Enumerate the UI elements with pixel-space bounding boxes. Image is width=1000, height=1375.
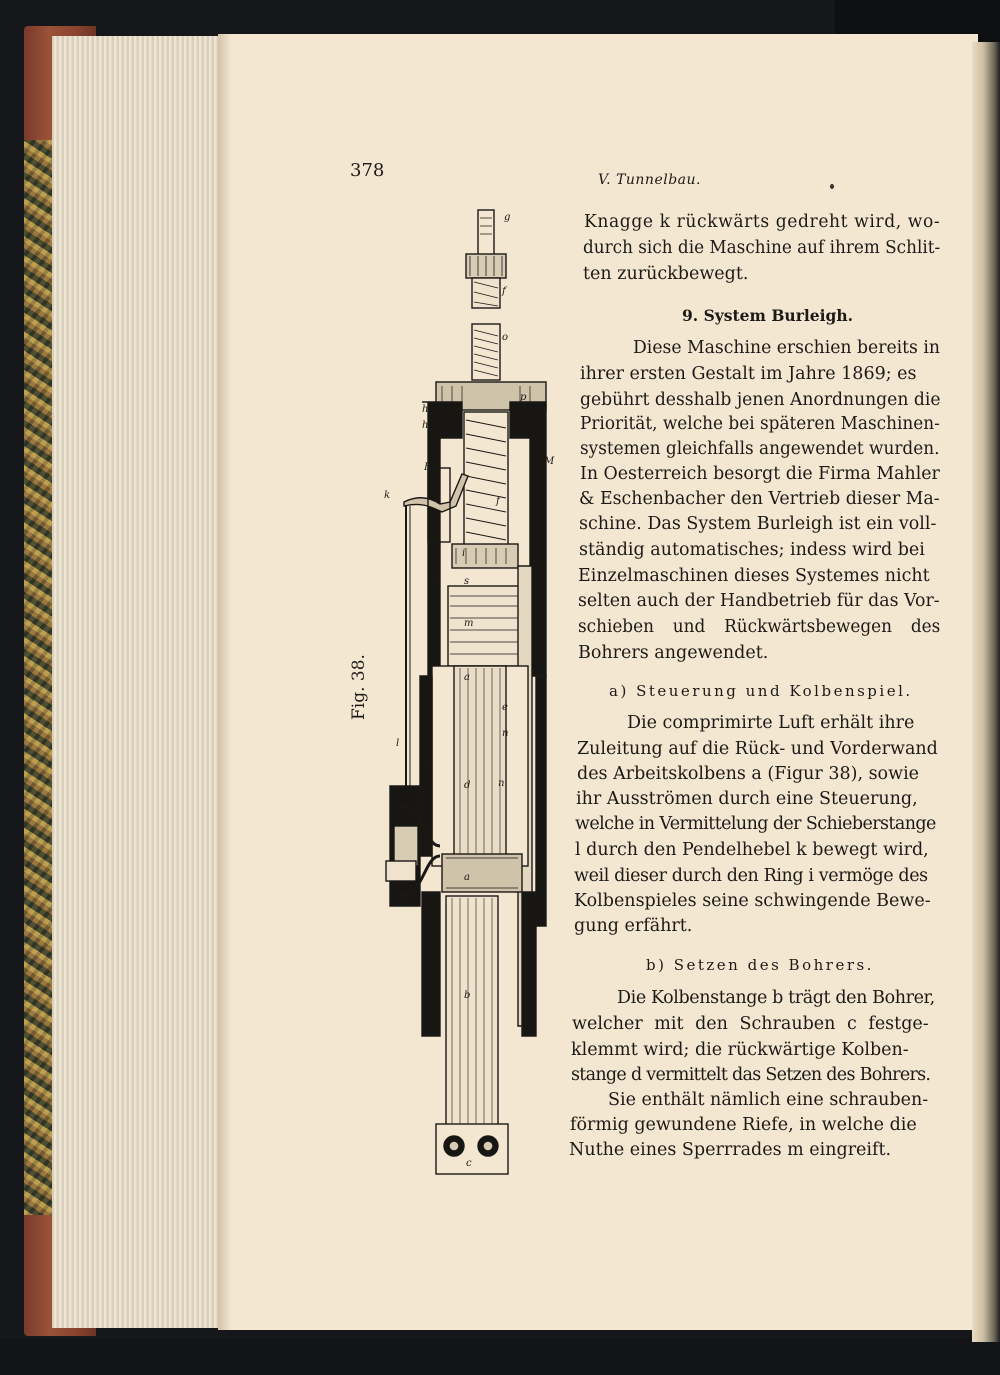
figure-label: c	[466, 1158, 472, 1169]
text-line: Die Kolbenstange b trägt den Bohrer,	[617, 988, 935, 1008]
figure-label: s	[464, 576, 470, 587]
text-line: förmig gewundene Riefe, in welche die	[570, 1115, 917, 1135]
figure-label: x	[430, 574, 436, 585]
text-line: systemen gleichfalls angewendet wurden.	[580, 439, 940, 459]
figure-label: M	[544, 456, 555, 467]
figure-label: l	[396, 738, 400, 749]
section-heading: 9. System Burleigh.	[682, 306, 853, 325]
figure-label: m	[464, 618, 474, 629]
burleigh-rock-drill-figure	[360, 206, 565, 1186]
text-line: Priorität, welche bei späteren Maschinen-	[580, 414, 940, 434]
text-line: welcher mit den Schrauben c festge-	[572, 1014, 929, 1034]
figure-label: p	[520, 392, 527, 403]
text-line: durch sich die Maschine auf ihrem Schlit-	[583, 238, 941, 258]
figure-label: g	[504, 212, 511, 223]
figure-caption: Fig. 38.	[349, 654, 369, 720]
text-line: Nuthe eines Sperrrades m eingreift.	[569, 1140, 892, 1160]
page-stack-edges	[52, 36, 222, 1328]
text-line: welche in Vermittelung der Schieberstange	[575, 814, 936, 834]
text-line: stange d vermittelt das Setzen des Bohrers.	[571, 1065, 931, 1085]
text-line: selten auch der Handbetrieb für das Vor-	[578, 591, 940, 611]
text-line: In Oesterreich besorgt die Firma Mahler	[580, 464, 940, 484]
subheading: b) Setzen des Bohrers.	[646, 956, 874, 974]
background-floor	[0, 1338, 1000, 1375]
figure-label: d	[464, 780, 471, 791]
page-gutter-shadow	[218, 34, 232, 1330]
text-line: weil dieser durch den Ring i vermöge des	[574, 866, 928, 886]
text-line: Zuleitung auf die Rück- und Vorderwand	[577, 739, 938, 759]
text-line: Sie enthält nämlich eine schrauben-	[608, 1090, 929, 1110]
figure-label: h	[422, 404, 429, 415]
text-line: Diese Maschine erschien bereits in	[633, 338, 940, 358]
page-number: 378	[350, 160, 385, 181]
text-line: gebührt desshalb jenen Anordnungen die	[580, 390, 941, 410]
text-line: ihr Ausströmen durch eine Steuerung,	[576, 789, 918, 809]
text-line: schine. Das System Burleigh ist ein voll-	[579, 514, 937, 534]
text-line: l durch den Pendelhebel k bewegt wird,	[575, 840, 929, 860]
next-page-edge	[972, 42, 1000, 1342]
figure-label: h	[422, 420, 429, 431]
figure-label: e	[502, 702, 508, 713]
figure-label: i	[462, 548, 466, 559]
text-line: Bohrers angewendet.	[578, 643, 769, 663]
text-line: des Arbeitskolbens a (Figur 38), sowie	[577, 764, 920, 784]
text-line: schieben und Rückwärtsbewegen des	[578, 617, 941, 637]
figure-label: b	[464, 990, 471, 1001]
marbled-endpaper	[24, 140, 54, 1215]
text-line: Knagge k rückwärts gedreht wird, wo-	[584, 212, 941, 232]
figure-label: f	[496, 496, 500, 507]
figure-label: f	[502, 286, 506, 297]
figure-label: o	[502, 332, 509, 343]
running-head: V. Tunnelbau.	[598, 172, 701, 188]
text-line: Die comprimirte Luft erhält ihre	[627, 713, 915, 733]
figure-label: a	[464, 872, 470, 883]
figure-label: H	[424, 462, 433, 473]
text-line: & Eschenbacher den Vertrieb dieser Ma-	[579, 489, 940, 509]
text-line: gung erfährt.	[574, 916, 693, 936]
text-line: ihrer ersten Gestalt im Jahre 1869; es	[580, 364, 917, 384]
text-line: ten zurückbewegt.	[583, 264, 749, 284]
figure-label: a	[464, 672, 470, 683]
figure-label: x	[422, 758, 428, 769]
text-line: Einzelmaschinen dieses Systemes nicht	[578, 566, 930, 586]
ink-dot	[830, 184, 834, 189]
figure-label: n	[502, 728, 509, 739]
subheading: a) Steuerung und Kolbenspiel.	[609, 682, 913, 700]
figure-label: k	[384, 490, 391, 501]
text-line: Kolbenspieles seine schwingende Bewe-	[574, 891, 931, 911]
text-line: klemmt wird; die rückwärtige Kolben-	[571, 1040, 909, 1060]
figure-label: n	[498, 778, 505, 789]
text-line: ständig automatisches; indess wird bei	[579, 540, 925, 560]
